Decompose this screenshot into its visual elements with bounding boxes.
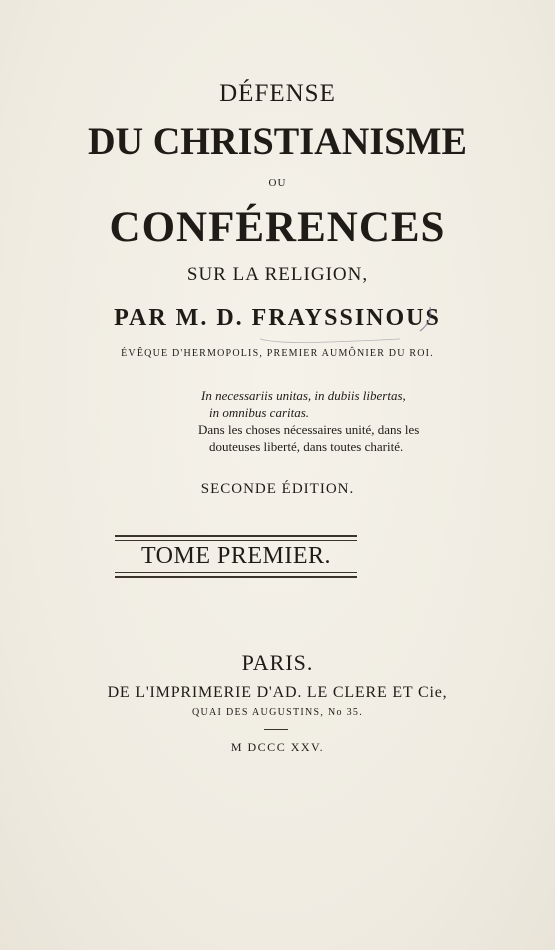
epigraph	[198, 387, 419, 455]
imprint-city: PARIS.	[241, 650, 314, 675]
author-line: PAR M. D. FRAYSSINOUS	[114, 305, 441, 331]
title-line-ou: OU	[268, 177, 287, 189]
double-rule-bottom	[115, 572, 357, 578]
title-line-conferences: CONFÉRENCES	[109, 204, 446, 251]
title-line-sur-la-religion: SUR LA RELIGION,	[186, 264, 369, 285]
epigraph-french-line-1: Dans les choses nécessaires unité, dans les	[198, 422, 420, 437]
author-title: ÉVÊQUE D'HERMOPOLIS, PREMIER AUMÔNIER DU ROI.	[121, 348, 434, 359]
epigraph-latin-line-1: In necessariis unitas, in dubiis libertas,	[201, 388, 406, 403]
epigraph-french-line-2: douteuses liberté, dans toutes charité.	[209, 439, 404, 454]
title-line-defense: DÉFENSE	[219, 80, 336, 107]
short-divider	[264, 729, 288, 730]
epigraph-latin-line-2: in omnibus caritas.	[209, 405, 310, 420]
volume-label: TOME PREMIER.	[140, 543, 332, 569]
imprint-printer: DE L'IMPRIMERIE D'AD. LE CLERE ET Cie,	[107, 684, 448, 701]
pen-annotation	[260, 305, 440, 350]
imprint-date: M DCCC XXV.	[230, 740, 325, 754]
edition-statement: SECONDE ÉDITION.	[200, 481, 355, 497]
double-rule-top	[115, 535, 357, 541]
title-line-du-christianisme: DU CHRISTIANISME	[87, 120, 468, 163]
imprint-address: QUAI DES AUGUSTINS, No 35.	[191, 707, 364, 718]
